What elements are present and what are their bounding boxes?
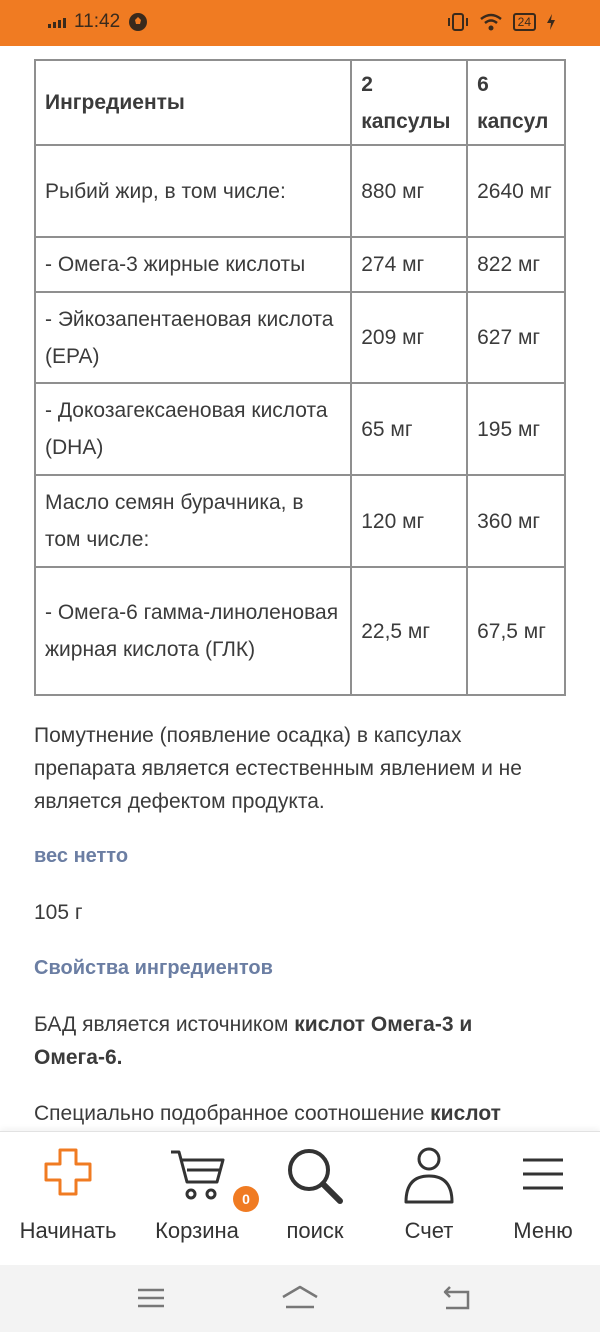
ingredients-table	[34, 59, 566, 696]
system-nav-bar	[0, 1265, 600, 1332]
status-time: 11:42	[74, 11, 121, 32]
ingredient-name: - Докозагексаеновая кислота (DHA)	[35, 383, 351, 475]
ingredient-name: Рыбий жир, в том числе:	[35, 145, 351, 237]
nav-search[interactable]	[255, 1132, 375, 1266]
status-right	[447, 12, 556, 32]
ingredient-amount-2: 65 мг	[351, 383, 467, 475]
nav-home[interactable]	[8, 1132, 128, 1266]
table-row	[35, 145, 565, 237]
ingredient-name: - Эйкозапентаеновая кислота (EPA)	[35, 292, 351, 383]
nav-search-label: поиск	[286, 1218, 344, 1243]
nav-account-label: Счет	[404, 1218, 454, 1243]
ingredient-amount-6: 2640 мг	[467, 145, 565, 237]
table-header-row	[35, 60, 565, 145]
table-row	[35, 475, 565, 567]
properties-text-bold: кислот	[430, 1102, 501, 1125]
recent-apps-icon[interactable]	[136, 1283, 166, 1313]
properties-paragraph-1	[34, 1008, 564, 1074]
ingredient-amount-6: 195 мг	[467, 383, 565, 475]
home-icon[interactable]	[280, 1283, 320, 1313]
table-row	[35, 567, 565, 695]
ingredient-amount-6: 822 мг	[467, 237, 565, 292]
properties-heading: Свойства ингредиентов	[34, 957, 273, 979]
account-icon	[403, 1146, 455, 1206]
net-weight-heading: вес нетто	[34, 845, 129, 867]
ingredient-amount-6: 627 мг	[467, 292, 565, 383]
properties-text: Специально подобранное соотношение	[34, 1102, 431, 1125]
vibrate-icon	[447, 12, 469, 32]
table-row	[35, 383, 565, 475]
battery-icon: 24	[513, 13, 536, 31]
ingredient-amount-6: 67,5 мг	[467, 567, 565, 695]
nav-cart[interactable]	[137, 1132, 257, 1266]
ingredient-name: Масло семян бурачника, в том числе:	[35, 475, 351, 567]
ingredient-amount-6: 360 мг	[467, 475, 565, 567]
menu-icon	[521, 1156, 565, 1192]
ingredient-amount-2: 274 мг	[351, 237, 467, 292]
properties-paragraph-2	[34, 1097, 564, 1130]
properties-text: БАД является источником	[34, 1013, 295, 1036]
nav-account[interactable]	[369, 1132, 489, 1266]
status-left	[48, 11, 148, 33]
status-bar	[0, 0, 600, 46]
table-row	[35, 292, 565, 383]
sediment-note: Помутнение (появление осадка) в капсулах препарата является естественным явлением и не является дефектом продукта.	[34, 724, 522, 813]
nav-menu-label: Меню	[513, 1218, 573, 1243]
nav-home-label: Начинать	[19, 1218, 117, 1243]
signal-icon	[48, 16, 66, 28]
search-icon	[285, 1146, 345, 1206]
do-not-disturb-icon	[128, 12, 148, 32]
bottom-nav	[0, 1131, 600, 1265]
ingredient-amount-2: 209 мг	[351, 292, 467, 383]
header-two-capsules: 2 капсулы	[351, 60, 467, 145]
home-cross-icon	[42, 1146, 94, 1198]
back-icon[interactable]	[442, 1283, 472, 1313]
header-ingredients: Ингредиенты	[35, 60, 351, 145]
table-row	[35, 237, 565, 292]
charging-icon	[546, 14, 556, 30]
nav-menu[interactable]	[483, 1132, 600, 1266]
cart-icon	[167, 1146, 227, 1202]
ingredient-amount-2: 880 мг	[351, 145, 467, 237]
wifi-icon	[479, 13, 503, 31]
ingredient-amount-2: 22,5 мг	[351, 567, 467, 695]
header-six-capsules: 6 капсул	[467, 60, 565, 145]
ingredient-amount-2: 120 мг	[351, 475, 467, 567]
product-description[interactable]	[0, 46, 600, 1131]
net-weight-value: 105 г	[34, 901, 83, 924]
nav-cart-label: Корзина	[155, 1218, 239, 1243]
ingredient-name: - Омега-3 жирные кислоты	[35, 237, 351, 292]
cart-badge: 0	[233, 1186, 259, 1212]
ingredient-name: - Омега-6 гамма-линоленовая жирная кислота (ГЛК)	[35, 567, 351, 695]
properties-text-bold: кислот Омега-3 и Омега-6.	[34, 1013, 473, 1069]
